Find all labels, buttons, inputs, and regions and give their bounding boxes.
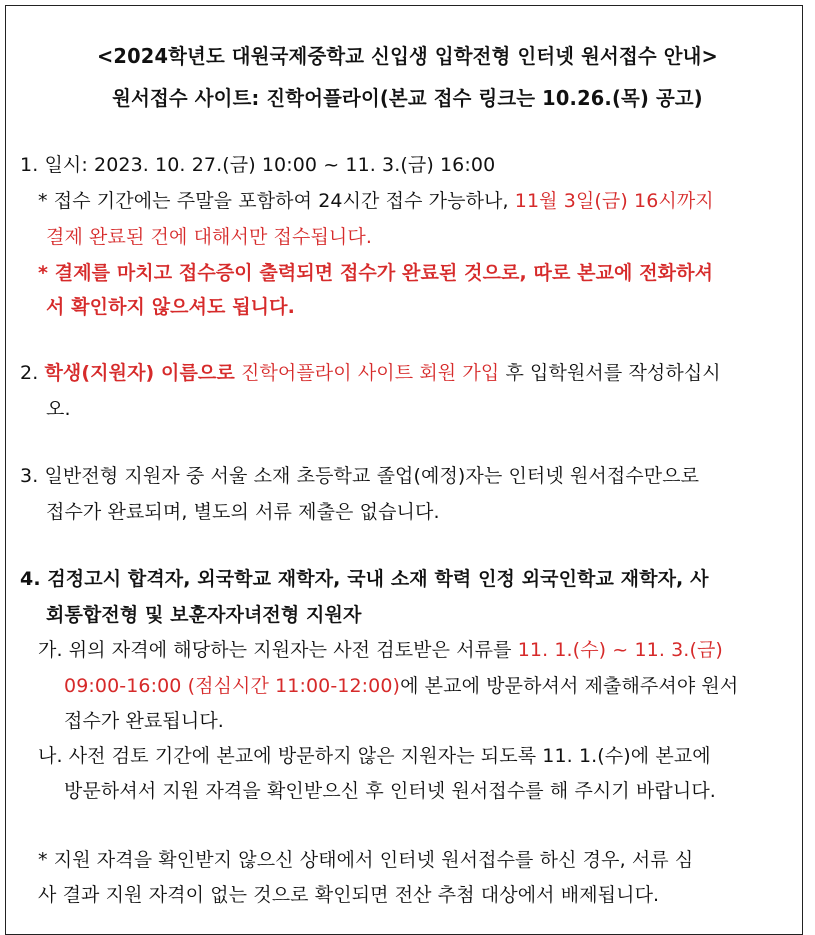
item-2: 2. 학생(지원자) 이름으로 진학어플라이 사이트 회원 가입 후 입학원서를 작성하십시 xyxy=(20,362,721,384)
item-4-ga-cont: 09:00-16:00 (점심시간 11:00-12:00)에 본교에 방문하셔서 제출해주셔야 원서 xyxy=(64,675,739,697)
item-4-ga-end: 접수가 완료됩니다. xyxy=(64,710,224,732)
item-4-na-cont: 방문하셔서 지원 자격을 확인받으신 후 인터넷 원서접수를 해 주시기 바랍니다. xyxy=(64,780,716,802)
item-1-note-2: * 결제를 마치고 접수증이 출력되면 접수가 완료된 것으로, 따로 본교에 전화하셔 xyxy=(38,262,714,284)
item-1-note-2-cont: 서 확인하지 않으셔도 됩니다. xyxy=(46,296,295,318)
item-1-date: 1. 일시: 2023. 10. 27.(금) 10:00 ~ 11. 3.(금) 16:00 xyxy=(20,154,496,176)
footer-note-1: * 지원 자격을 확인받지 않으신 상태에서 인터넷 원서접수를 하신 경우, 서류 심 xyxy=(38,849,694,871)
item-2-cont: 오. xyxy=(46,398,71,420)
item-1-note-1: * 접수 기간에는 주말을 포함하여 24시간 접수 가능하나, 11월 3일(금) 16시까지 xyxy=(38,190,714,212)
item-4-ga: 가. 위의 자격에 해당하는 지원자는 사전 검토받은 서류를 11. 1.(수) ~ 11. 3.(금) xyxy=(38,639,723,661)
student-name-highlight: 학생(지원자) 이름으로 xyxy=(44,362,235,384)
signup-highlight: 진학어플라이 사이트 회원 가입 xyxy=(240,362,500,384)
item-4-line-1: 4. 검정고시 합격자, 외국학교 재학자, 국내 소재 학력 인정 외국인학교 재학자, 사 xyxy=(20,568,709,590)
application-site: 원서접수 사이트: 진학어플라이(본교 접수 링크는 10.26.(목) 공고) xyxy=(112,86,703,110)
document-title: <2024학년도 대원국제중학교 신입생 입학전형 인터넷 원서접수 안내> xyxy=(96,44,719,68)
item-3-line-1: 3. 일반전형 지원자 중 서울 소재 초등학교 졸업(예정)자는 인터넷 원서접수만으로 xyxy=(20,465,700,487)
item-4-line-2: 회통합전형 및 보훈자자녀전형 지원자 xyxy=(46,604,362,626)
item-4-na: 나. 사전 검토 기간에 본교에 방문하지 않은 지원자는 되도록 11. 1.(수)에 본교에 xyxy=(38,745,711,767)
visit-hours-highlight: 09:00-16:00 (점심시간 11:00-12:00) xyxy=(64,675,401,697)
item-1-note-1-cont: 결제 완료된 건에 대해서만 접수됩니다. xyxy=(46,226,372,248)
visit-period-highlight: 11. 1.(수) ~ 11. 3.(금) xyxy=(517,639,723,661)
deadline-highlight: 11월 3일(금) 16시까지 xyxy=(514,190,714,212)
item-3-line-2: 접수가 완료되며, 별도의 서류 제출은 없습니다. xyxy=(46,501,440,523)
footer-note-2: 사 결과 지원 자격이 없는 것으로 확인되면 전산 추첨 대상에서 배제됩니다. xyxy=(38,884,660,906)
